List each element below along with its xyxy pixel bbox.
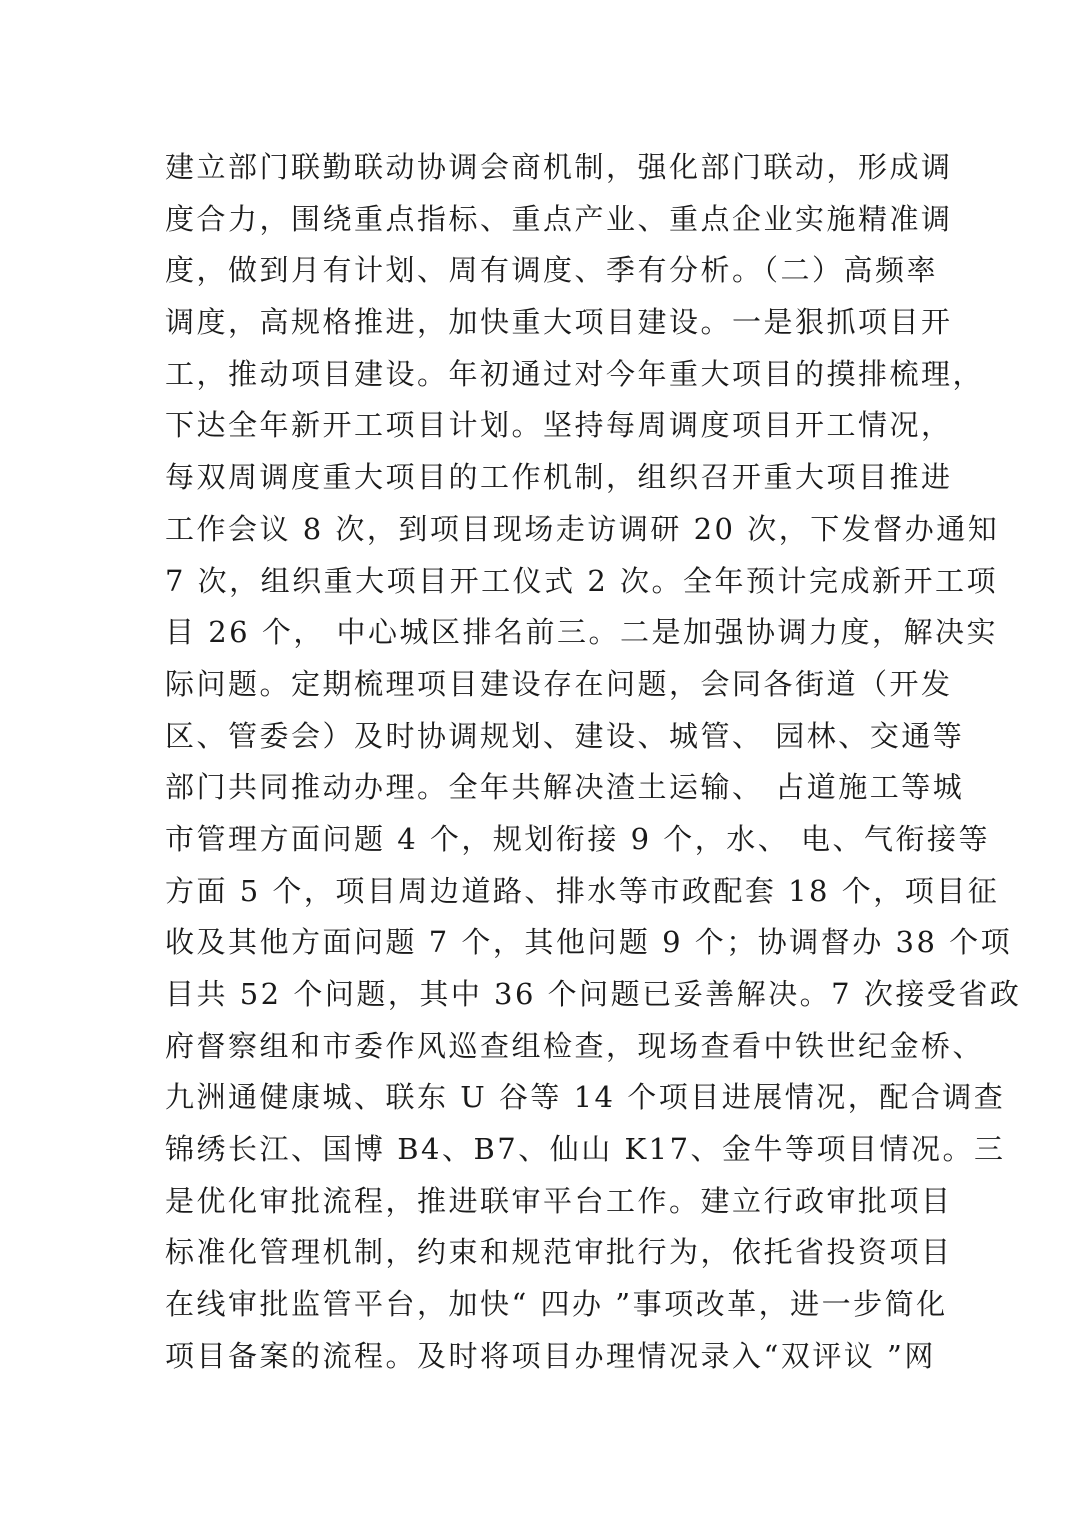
text-line-23: 在线审批监管平台，加快“ 四办 ”事项改革，进一步简化: [165, 1287, 948, 1322]
text-line-2: 度合力，围绕重点指标、重点产业、重点企业实施精准调: [165, 201, 953, 236]
text-line-7: 每双周调度重大项目的工作机制，组织召开重大项目推进: [165, 460, 953, 495]
text-line-11: 际问题。定期梳理项目建设存在问题，会同各街道（开发: [165, 666, 953, 701]
text-line-1: 建立部门联勤联动协调会商机制，强化部门联动，形成调: [165, 150, 953, 184]
text-line-4: 调度，高规格推进，加快重大项目建设。一是狠抓项目开: [165, 305, 953, 340]
text-line-9: 7 次，组织重大项目开工仪式 2 次。全年预计完成新开工项: [165, 563, 999, 598]
text-line-19: 九洲通健康城、联东 U 谷等 14 个项目进展情况，配合调查: [165, 1080, 1006, 1115]
text-line-10: 目 26 个， 中心城区排名前三。二是加强协调力度，解决实: [165, 615, 999, 650]
text-line-22: 标准化管理机制，约束和规范审批行为，依托省投资项目: [165, 1235, 953, 1270]
text-line-3: 度，做到月有计划、周有调度、季有分析。（二）高频率: [165, 253, 939, 288]
text-line-17: 目共 52 个问题，其中 36 个问题已妥善解决。7 次接受省政: [165, 977, 1022, 1011]
text-line-16: 收及其他方面问题 7 个，其他问题 9 个；协调督办 38 个项: [165, 925, 1013, 960]
text-line-8: 工作会议 8 次，到项目现场走访调研 20 次，下发督办通知: [165, 511, 1000, 546]
body-paragraph: [165, 142, 1022, 1383]
text-line-24: 项目备案的流程。及时将项目办理情况录入“双评议 ”网: [165, 1338, 936, 1373]
text-line-21: 是优化审批流程，推进联审平台工作。建立行政审批项目: [165, 1183, 953, 1218]
text-line-5: 工，推动项目建设。年初通过对今年重大项目的摸排梳理，: [165, 356, 985, 391]
text-line-6: 下达全年新开工项目计划。坚持每周调度项目开工情况，: [165, 408, 953, 443]
text-line-13: 部门共同推动办理。全年共解决渣土运输、 占道施工等城: [165, 770, 965, 805]
text-line-14: 市管理方面问题 4 个，规划衔接 9 个，水、 电、气衔接等: [165, 821, 990, 856]
text-line-15: 方面 5 个，项目周边道路、排水等市政配套 18 个，项目征: [165, 873, 1000, 908]
text-line-12: 区、管委会）及时协调规划、建设、城管、 园林、交通等: [165, 718, 965, 753]
text-line-18: 府督察组和市委作风巡查组检查，现场查看中铁世纪金桥、: [165, 1028, 985, 1063]
text-line-20: 锦绣长江、国博 B4、B7、仙山 K17、金牛等项目情况。三: [165, 1132, 1006, 1167]
